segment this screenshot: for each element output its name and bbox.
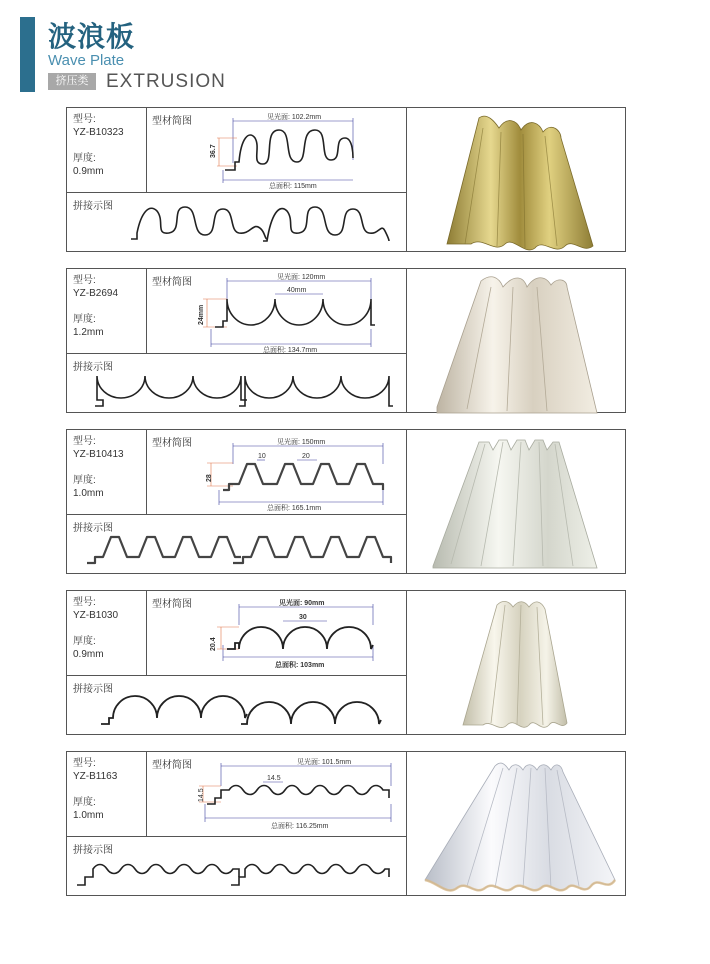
profile-diagram-cell	[147, 752, 406, 837]
splice-diagram	[67, 354, 406, 412]
thickness-value: 0.9mm	[73, 649, 104, 660]
height-dim: 28	[206, 474, 213, 482]
spec-cell	[67, 591, 147, 676]
product-render	[407, 430, 626, 573]
product-render	[407, 752, 626, 895]
total-face-dim: 总面积: 165.1mm	[267, 505, 322, 512]
profile-diagram	[147, 752, 406, 837]
header-accent-bar	[20, 17, 35, 92]
visible-face-dim: 见光面: 101.5mm	[297, 759, 352, 766]
splice-diagram-cell	[67, 354, 406, 412]
total-face-dim: 总面积: 116.25mm	[271, 823, 329, 830]
profile-diagram-cell	[147, 430, 406, 515]
page-title: 波浪板	[48, 21, 136, 52]
splice-label: 拼接示图	[73, 845, 113, 856]
thickness-label: 厚度:	[73, 797, 96, 808]
profile-diagram	[147, 108, 406, 193]
model-label: 型号:	[73, 436, 96, 447]
splice-diagram-cell	[67, 515, 406, 573]
model-value: YZ-B1163	[73, 771, 118, 782]
visible-face-dim: 见光面: 120mm	[277, 274, 326, 281]
thickness-label: 厚度:	[73, 475, 96, 486]
product-photo	[406, 430, 625, 573]
height-dim: 24mm	[198, 304, 205, 325]
splice-diagram-cell	[67, 837, 406, 895]
total-face-dim: 总面积: 103mm	[275, 662, 325, 669]
model-value: YZ-B10323	[73, 127, 124, 138]
total-face-dim: 总面积: 134.7mm	[263, 347, 318, 354]
product-photo	[406, 591, 625, 734]
model-label: 型号:	[73, 275, 96, 286]
profile-label: 型材简图	[152, 760, 192, 771]
product-render	[407, 591, 626, 734]
splice-label: 拼接示图	[73, 362, 113, 373]
model-value: YZ-B2694	[73, 288, 119, 299]
model-value: YZ-B10413	[73, 449, 124, 460]
product-photo	[406, 269, 625, 412]
product-render	[407, 108, 626, 251]
pitch-dim-a: 10	[258, 453, 266, 460]
pitch-dim: 14.5	[267, 775, 281, 782]
visible-face-dim: 见光面: 150mm	[277, 439, 326, 446]
thickness-label: 厚度:	[73, 636, 96, 647]
product-photo	[406, 108, 625, 251]
visible-face-dim: 见光面: 102.2mm	[267, 114, 322, 121]
height-dim: 20.4	[210, 637, 217, 651]
spec-cell	[67, 430, 147, 515]
product-card-b10323	[66, 107, 626, 252]
splice-label: 拼接示图	[73, 684, 113, 695]
profile-label: 型材简图	[152, 599, 192, 610]
product-photo	[406, 752, 625, 895]
thickness-value: 1.0mm	[73, 810, 104, 821]
profile-diagram	[147, 430, 406, 515]
visible-face-dim: 见光面: 90mm	[279, 600, 325, 607]
height-dim: 36.7	[210, 144, 217, 158]
splice-diagram	[67, 515, 406, 573]
product-card-b1163	[66, 751, 626, 896]
product-card-b10413	[66, 429, 626, 574]
splice-label: 拼接示图	[73, 523, 113, 534]
splice-diagram-cell	[67, 676, 406, 734]
page-subtitle: Wave Plate	[48, 52, 125, 69]
pitch-dim-b: 20	[302, 453, 310, 460]
spec-cell	[67, 752, 147, 837]
model-label: 型号:	[73, 114, 96, 125]
profile-diagram-cell	[147, 591, 406, 676]
product-card-b1030	[66, 590, 626, 735]
thickness-value: 0.9mm	[73, 166, 104, 177]
profile-label: 型材简图	[152, 438, 192, 449]
thickness-value: 1.2mm	[73, 327, 104, 338]
model-value: YZ-B1030	[73, 610, 119, 621]
height-dim: 14.5	[198, 788, 205, 802]
spec-cell	[67, 269, 147, 354]
product-card-b2694	[66, 268, 626, 413]
profile-diagram	[147, 591, 406, 676]
splice-diagram	[67, 676, 406, 734]
category-tag: 挤压类	[48, 73, 96, 90]
thickness-label: 厚度:	[73, 153, 96, 164]
profile-diagram-cell	[147, 269, 406, 354]
model-label: 型号:	[73, 758, 96, 769]
model-label: 型号:	[73, 597, 96, 608]
profile-diagram-cell	[147, 108, 406, 193]
splice-diagram	[67, 837, 406, 895]
product-render	[407, 269, 626, 412]
splice-label: 拼接示图	[73, 201, 113, 212]
category-label: EXTRUSION	[106, 71, 226, 92]
total-face-dim: 总面积: 115mm	[269, 183, 317, 190]
pitch-dim: 40mm	[287, 287, 307, 294]
splice-diagram	[67, 193, 406, 251]
profile-label: 型材简图	[152, 277, 192, 288]
thickness-value: 1.0mm	[73, 488, 104, 499]
profile-diagram	[147, 269, 406, 354]
splice-diagram-cell	[67, 193, 406, 251]
thickness-label: 厚度:	[73, 314, 96, 325]
spec-cell	[67, 108, 147, 193]
pitch-dim: 30	[299, 614, 307, 621]
profile-label: 型材简图	[152, 116, 192, 127]
